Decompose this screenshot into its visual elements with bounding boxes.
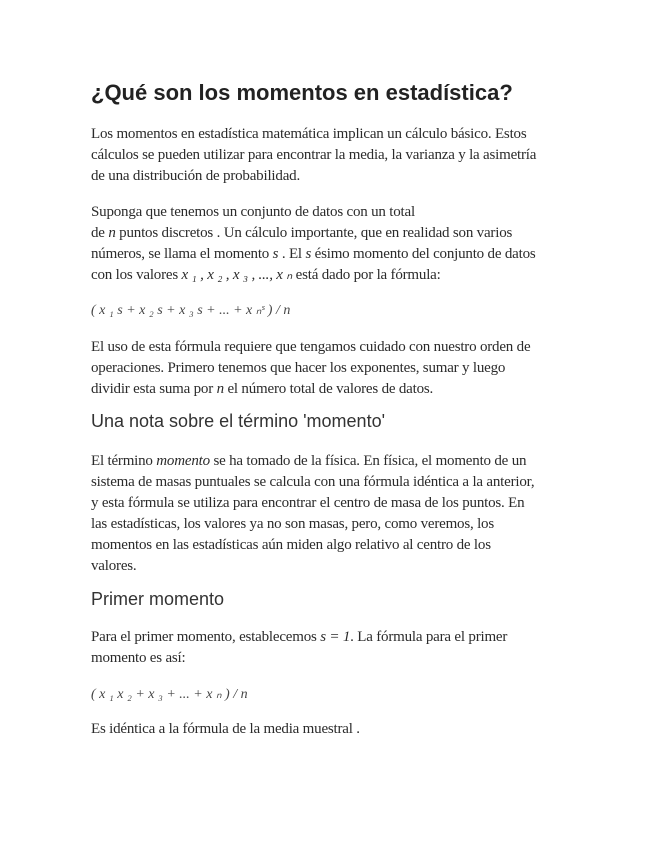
variable-s: s [272, 246, 279, 262]
text: . La fórmula para el primer [350, 629, 508, 645]
first-moment-formula: ( x ₁ x ₂ + x ₃ + ... + x ₙ ) / n [91, 687, 248, 702]
suppose-line [91, 223, 571, 244]
text: puntos discretos . Un cálculo importante, que en realidad son varios [115, 225, 513, 241]
section-heading-first-moment: Primer momento [91, 589, 225, 609]
usage-line [91, 379, 571, 400]
intro-line: Los momentos en estadística matemática implican un cálculo básico. Estos [91, 126, 527, 142]
text: se ha tomado de la física. En física, el momento de un [209, 453, 527, 469]
text: El término [91, 453, 157, 469]
intro-line: cálculos se pueden utilizar para encontrar la media, la varianza y la asimetría [91, 147, 537, 163]
text: de [91, 225, 109, 241]
note-line: sistema de masas puntuales se calcula con una fórmula idéntica a la anterior, [91, 474, 535, 490]
text: dividir esta suma por [91, 381, 217, 397]
note-line: valores. [91, 558, 137, 574]
text: está dado por la fórmula: [292, 267, 441, 283]
suppose-line [91, 244, 571, 265]
section-heading-momento: Una nota sobre el término 'momento' [91, 411, 386, 431]
suppose-paragraph [91, 202, 571, 286]
note-line: y esta fórmula se utiliza para encontrar el centro de masa de los puntos. En [91, 495, 525, 511]
term-momento: momento [156, 453, 210, 469]
note-line [91, 451, 571, 472]
variable-n: n [216, 381, 224, 397]
first-moment-line: momento es así: [91, 650, 186, 666]
page-title: ¿Qué son los momentos en estadística? [91, 80, 513, 105]
suppose-line: Suponga que tenemos un conjunto de datos con un total [91, 204, 415, 220]
note-line: momentos en las estadísticas aún miden algo relativo al centro de los [91, 537, 491, 553]
moment-formula: ( x ₁ s + x ₂ s + x ₃ s + ... + x ₙˢ ) / n [91, 303, 291, 318]
intro-line: de una distribución de probabilidad. [91, 168, 300, 184]
text: el número total de valores de datos. [223, 381, 434, 397]
text: ésimo momento del conjunto de datos [311, 246, 536, 262]
text: Para el primer momento, establecemos [91, 629, 321, 645]
suppose-line [91, 265, 571, 286]
text: números, se llama el momento [91, 246, 273, 262]
variable-n: n [108, 225, 116, 241]
text: con los valores [91, 267, 182, 283]
note-paragraph [91, 451, 571, 577]
usage-paragraph [91, 337, 571, 400]
first-moment-paragraph [91, 627, 571, 669]
equation-s1: s = 1 [320, 629, 351, 645]
text: . El [278, 246, 306, 262]
usage-line: El uso de esta fórmula requiere que tengamos cuidado con nuestro orden de [91, 339, 531, 355]
intro-paragraph [91, 124, 571, 187]
conclusion-paragraph [91, 719, 571, 740]
usage-line: operaciones. Primero tenemos que hacer los exponentes, sumar y luego [91, 360, 506, 376]
conclusion-line: Es idéntica a la fórmula de la media muestral . [91, 721, 360, 737]
first-moment-line [91, 627, 571, 648]
value-list: x ₁ , x ₂ , x ₃ , ..., x ₙ [181, 267, 293, 283]
variable-s: s [305, 246, 312, 262]
note-line: las estadísticas, los valores ya no son masas, pero, como veremos, los [91, 516, 494, 532]
